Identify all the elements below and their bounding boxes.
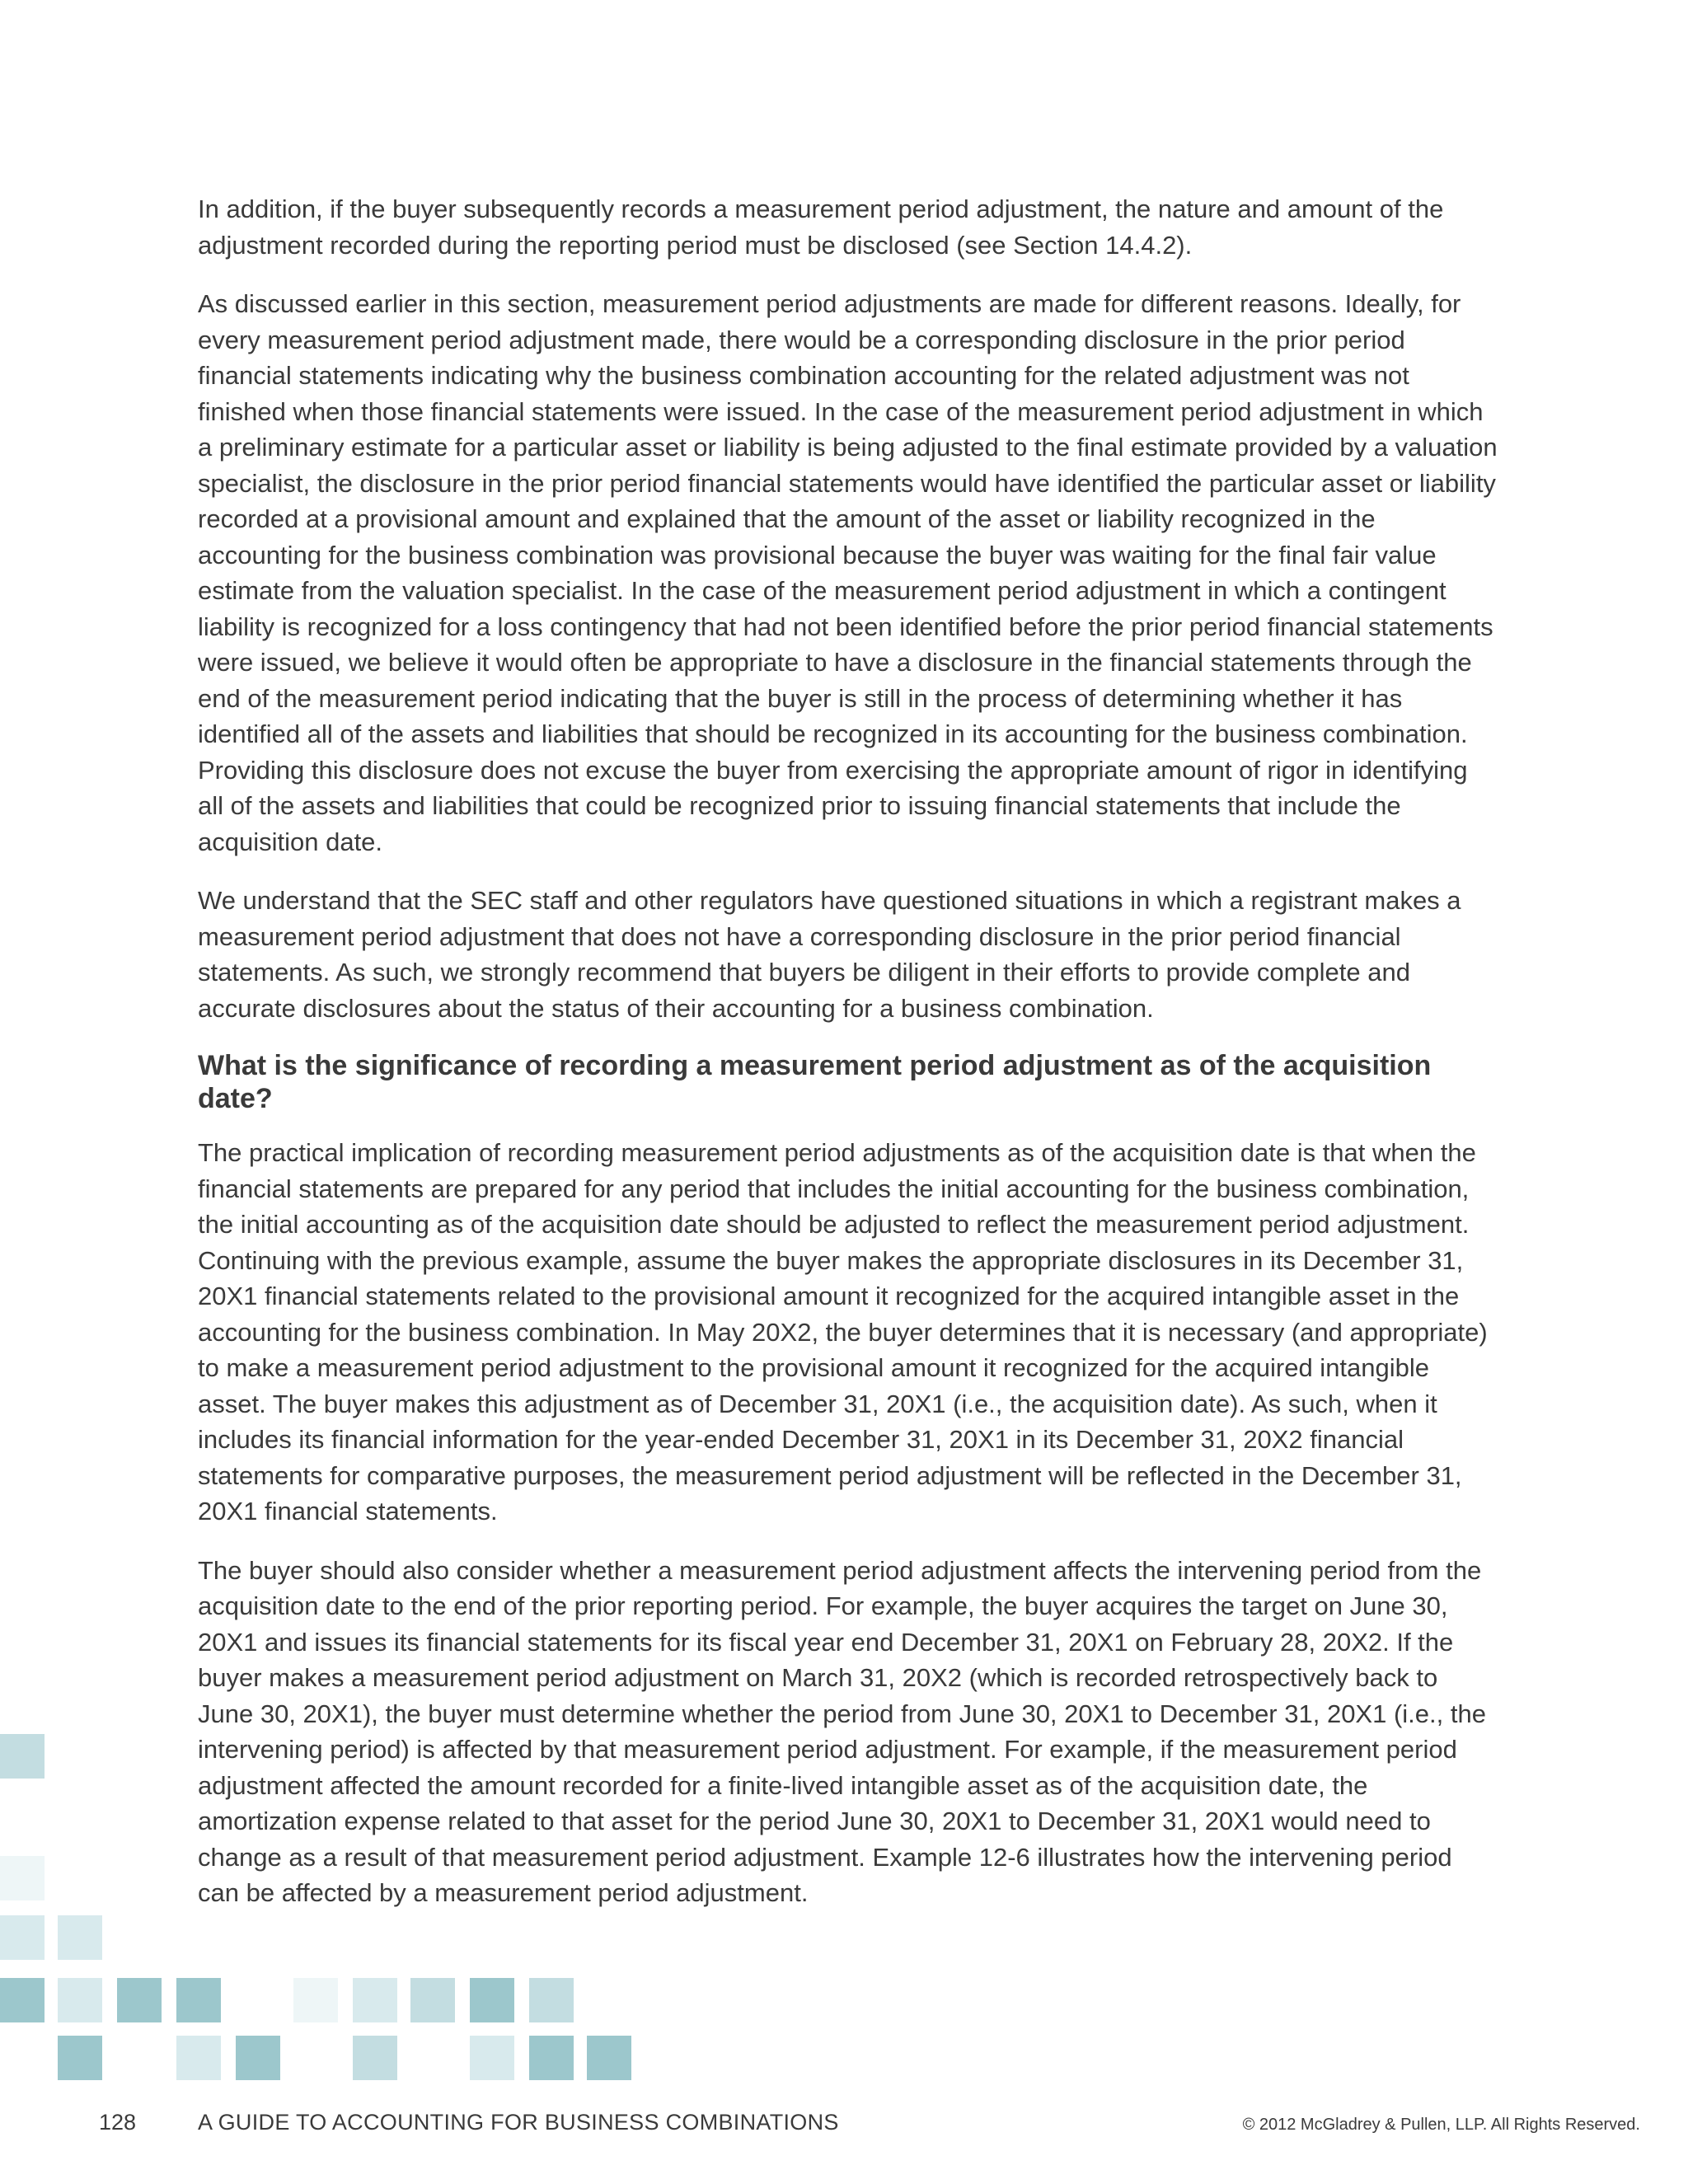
section-heading: What is the significance of recording a measurement period adjustment as of the acquisition date? [198,1050,1432,1114]
decor-square [58,2036,102,2080]
paragraph-measurement-reasons: As discussed earlier in this section, measurement period adjustments are made for different reasons. Ideally, for every measurement period adjustment made, there would be a corresponding disclosure in the prior period financial statements indicating why the business combination accounting for the related adjustment was not finished when those financial statements were issued. In the case of the measurement period adjustment in which a preliminary estimate for a particular asset or liability is being adjusted to the final estimate provided by a valuation specialist, the disclosure in the prior period financial statements would have identified the particular asset or liability recorded at a provisional amount and explained that the amount of the asset or liability recognized in the accounting for the business combination was provisional because the buyer was waiting for the final fair value estimate from the valuation specialist. In the case of the measurement period adjustment in which a contingent liability is recognized for a loss contingency that had not been identified before the prior period financial statements were issued, we believe it would often be appropriate to have a disclosure in the financial statements through the end of the measurement period indicating that the buyer is still in the process of determining whether it has identified all of the assets and liabilities that should be recognized in its accounting for the business combination. Providing this disclosure does not excuse the buyer from exercising the appropriate amount of rigor in identifying all of the assets and liabilities that could be recognized prior to issuing financial statements that include the acquisition date. [198,289,1498,856]
decor-square [176,1978,221,2022]
page-content [198,191,1500,1934]
paragraph-practical-implication: The practical implication of recording measurement period adjustments as of the acquisition date is that when the financial statements are prepared for any period that includes the initial accounting for the business combination, the initial accounting as of the acquisition date should be adjusted to reflect the measurement period adjustment. Continuing with the previous example, assume the buyer makes the appropriate disclosures in its December 31, 20X1 financial statements related to the provisional amount it recognized for the acquired intangible asset in the accounting for the business combination. In May 20X2, the buyer determines that it is necessary (and appropriate) to make a measurement period adjustment to the provisional amount it recognized for the acquired intangible asset. The buyer makes this adjustment as of December 31, 20X1 (i.e., the acquisition date). As such, when it includes its financial information for the year-ended December 31, 20X1 in its December 31, 20X2 financial statements for comparative purposes, the measurement period adjustment will be reflected in the December 31, 20X1 financial statements. [198,1138,1488,1526]
decor-square [0,1978,45,2022]
decor-square [176,2036,221,2080]
decor-square [236,2036,280,2080]
decor-square [353,1978,397,2022]
decor-square [353,2036,397,2080]
decor-square [529,2036,574,2080]
decor-square [58,1915,102,1960]
decor-square [0,1915,45,1960]
decor-square [470,2036,514,2080]
decor-square [470,1978,514,2022]
paragraph-disclosure-requirement: In addition, if the buyer subsequently records a measurement period adjustment, the nature and amount of the adjustment recorded during the reporting period must be disclosed (see Section 14.4.2). [198,194,1444,260]
decor-square [529,1978,574,2022]
decor-square [587,2036,631,2080]
decor-square [0,1734,45,1779]
decor-square [0,1856,45,1900]
decor-square [58,1978,102,2022]
paragraph-intervening-period: The buyer should also consider whether a measurement period adjustment affects the intervening period from the acquisition date to the end of the prior reporting period. For example, the buyer acquires the target on June 30, 20X1 and issues its financial statements for its fiscal year end December 31, 20X1 on February 28, 20X2. If the buyer makes a measurement period adjustment on March 31, 20X2 (which is recorded retrospectively back to June 30, 20X1), the buyer must determine whether the period from June 30, 20X1 to December 31, 20X1 (i.e., the intervening period) is affected by that measurement period adjustment. For example, if the measurement period adjustment affected the amount recorded for a finite-lived intangible asset as of the acquisition date, the amortization expense related to that asset for the period June 30, 20X1 to December 31, 20X1 would need to change as a result of that measurement period adjustment. Example 12-6 illustrates how the intervening period can be affected by a measurement period adjustment. [198,1555,1486,1907]
decor-square [117,1978,162,2022]
copyright-notice: © 2012 McGladrey & Pullen, LLP. All Rights Reserved. [1242,2116,1640,2134]
decor-square [410,1978,455,2022]
decor-square [293,1978,338,2022]
paragraph-sec-staff: We understand that the SEC staff and other regulators have questioned situations in which a registrant makes a measurement period adjustment that does not have a corresponding disclosure in the prior period financial statements. As such, we strongly recommend that buyers be diligent in their efforts to provide complete and accurate disclosures about the status of their accounting for a business combination. [198,886,1461,1023]
book-title: A GUIDE TO ACCOUNTING FOR BUSINESS COMBINATIONS [198,2110,839,2135]
page-number: 128 [99,2110,137,2135]
